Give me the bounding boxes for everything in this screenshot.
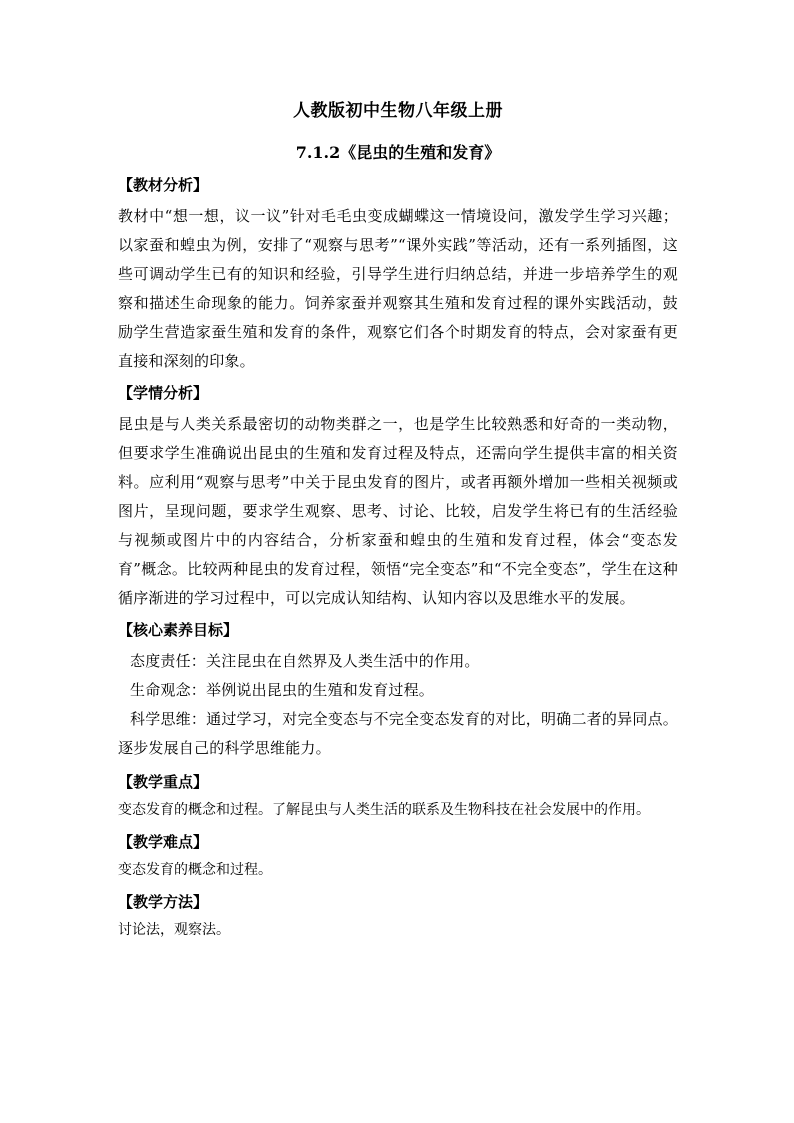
learner-analysis-body: 昆虫是与人类关系最密切的动物类群之一，也是学生比较熟悉和好奇的一类动物，但要求学生准确说出昆虫的生殖和发育过程及特点，还需向学生提供丰富的相关资料。应利用“观察与思考”中关于昆虫发育的图片，或者再额外增加一些相关视频或图片，呈现问题，要求学生观察、思考、讨论、比较，启发学生将已有的生活经验与视频或图片中的内容结合，分析家蚕和蝗虫的生殖和发育过程，体会“变态发育”概念。比较两种昆虫的发育过程，领悟“完全变态”和“不完全变态”，学生在这种循序渐进的学习过程中，可以完成认知结构、认知内容以及思维水平的发展。 (118, 415, 678, 607)
methods-body: 讨论法，观察法。 (118, 922, 230, 938)
textbook-analysis-heading: 【教材分析】 (118, 176, 209, 194)
core-literacy-heading: 【核心素养目标】 (118, 621, 239, 639)
difficulties-body: 变态发育的概念和过程。 (118, 862, 272, 878)
key-points-heading: 【教学重点】 (118, 773, 209, 791)
core-literacy-item-scientific-thinking: 科学思维：通过学习，对完全变态与不完全变态发育的对比，明确二者的异同点。逐步发展自己的科学思维能力。 (118, 710, 678, 757)
learner-analysis-heading: 【学情分析】 (118, 384, 209, 402)
textbook-analysis-body: 教材中“想一想，议一议”针对毛毛虫变成蝴蝶这一情境设问，激发学生学习兴趣；以家蚕和蝗虫为例，安排了“观察与思考”“课外实践”等活动，还有一系列插图，这些可调动学生已有的知识和经验，引导学生进行归纳总结，并进一步培养学生的观察和描述生命现象的能力。饲养家蚕并观察其生殖和发育过程的课外实践活动，鼓励学生营造家蚕生殖和发育的条件，观察它们各个时期发育的特点，会对家蚕有更直接和深刻的印象。 (118, 207, 678, 370)
core-literacy-item-attitude: 态度责任：关注昆虫在自然界及人类生活中的作用。 (130, 652, 480, 670)
methods-heading: 【教学方法】 (118, 893, 209, 911)
core-literacy-item-life-concept: 生命观念：举例说出昆虫的生殖和发育过程。 (130, 681, 435, 699)
key-points-body: 变态发育的概念和过程。了解昆虫与人类生活的联系及生物科技在社会发展中的作用。 (118, 802, 650, 818)
document-title: 人教版初中生物八年级上册 (293, 101, 503, 121)
document-content (118, 100, 678, 951)
difficulties-heading: 【教学难点】 (118, 833, 209, 851)
lesson-title: 7.1.2《昆虫的生殖和发育》 (295, 143, 501, 162)
